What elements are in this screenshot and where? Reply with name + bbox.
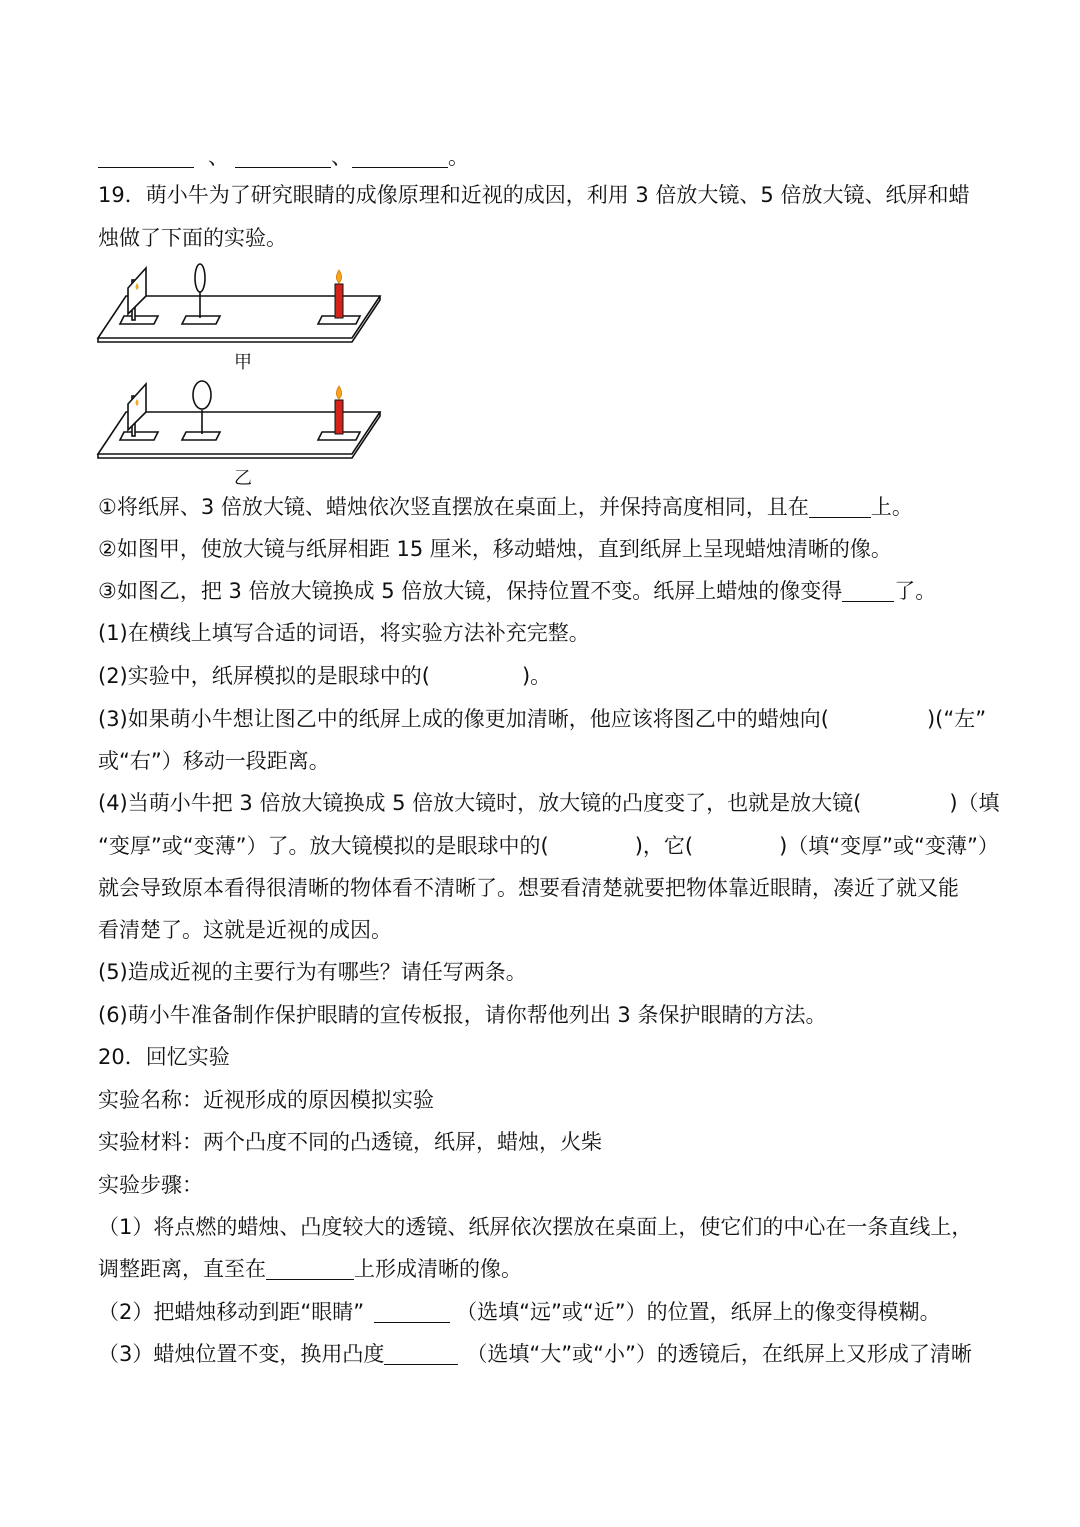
q19-part4-cont3: 看清楚了。这就是近视的成因。 [98,918,392,942]
candle [335,284,343,318]
step2-text: （2）把蜡烛移动到距“眼睛” [98,1300,365,1324]
q19-part4-cont [98,831,999,861]
q19-part3 [98,704,986,734]
step3-text: （3）蜡烛位置不变，换用凸度 [98,1342,385,1366]
part2-text: (2)实验中，纸屏模拟的是眼球中的( [98,664,430,688]
screen-base [120,432,158,440]
magnifier-lens [195,264,205,292]
answer-blank[interactable] [384,1342,458,1365]
part3-end: )(“左” [926,707,987,731]
part4-text-2: “变厚”或“变薄”）了。放大镜模拟的是眼球中的( [98,834,549,858]
step1-end: 上形成清晰的像。 [354,1257,522,1281]
experiment-figure-b [96,378,386,460]
answer-blank[interactable] [235,145,331,168]
step3-end: （选填“大”或“小”）的透镜后，在纸屏上又形成了清晰 [466,1342,972,1366]
q19-step1 [98,492,913,522]
paper-screen [128,384,146,430]
part4-text-4: )（填“变厚”或“变薄”） [779,834,999,858]
answer-blank[interactable] [98,145,194,168]
part4-text: (4)当萌小牛把 3 倍放大镜换成 5 倍放大镜时，放大镜的凸度变了，也就是放大镜( [98,791,862,815]
figure-b-label: 乙 [234,468,252,489]
candle-flame [336,386,341,399]
separator: 、 [331,145,352,169]
experiment-figure-a [96,262,386,344]
q19-part1: (1)在横线上填写合适的词语，将实验方法补充完整。 [98,621,590,645]
lens-base [182,316,220,324]
period: 。 [448,145,469,169]
screen-base [120,316,158,324]
q19-part3-cont: 或“右”）移动一段距离。 [98,749,330,773]
step1-end: 上。 [870,495,913,519]
step2-end: （选填“远”或“近”）的位置，纸屏上的像变得模糊。 [456,1300,941,1324]
q20-materials: 实验材料：两个凸度不同的凸透镜，纸屏，蜡烛，火柴 [98,1130,602,1154]
q19-step3 [98,576,936,606]
q20-name: 实验名称：近视形成的原因模拟实验 [98,1088,434,1112]
q20-step1-cont [98,1254,522,1284]
q19-intro-2: 烛做了下面的实验。 [98,226,287,250]
q20-step1: （1）将点燃的蜡烛、凸度较大的透镜、纸屏依次摆放在桌面上，使它们的中心在一条直线上， [98,1215,973,1239]
lens-base [182,432,220,440]
q20-step3 [98,1339,972,1369]
candle [335,400,343,434]
answer-blank[interactable] [809,495,871,518]
step1-text: 调整距离，直至在 [98,1257,266,1281]
q19-step2: ②如图甲，使放大镜与纸屏相距 15 厘米，移动蜡烛，直到纸屏上呈现蜡烛清晰的像。 [98,537,892,561]
step3-text: ③如图乙，把 3 倍放大镜换成 5 倍放大镜，保持位置不变。纸屏上蜡烛的像变得 [98,579,843,603]
q20-step2 [98,1297,941,1327]
q19-intro-1: 19．萌小牛为了研究眼睛的成像原理和近视的成因，利用 3 倍放大镜、5 倍放大镜、纸屏和蜡 [98,183,970,207]
candle-flame [336,270,341,283]
q19-part6: (6)萌小牛准备制作保护眼睛的宣传板报，请你帮他列出 3 条保护眼睛的方法。 [98,1003,827,1027]
answer-blank[interactable] [352,145,448,168]
answer-blank[interactable] [374,1300,450,1323]
q20-title: 20．回忆实验 [98,1045,230,1069]
part3-text: (3)如果萌小牛想让图乙中的纸屏上成的像更加清晰，他应该将图乙中的蜡烛向( [98,707,829,731]
part4-text-3: )，它( [634,834,694,858]
paper-screen [128,268,146,314]
separator: 、 [208,145,229,169]
answer-line-top [98,142,469,172]
figure-a-label: 甲 [234,352,252,373]
q19-part2 [98,661,551,691]
q20-steps-label: 实验步骤： [98,1173,203,1197]
part4-end: )（填 [949,791,1000,815]
magnifier-lens-thick [193,381,211,409]
part2-end: )。 [521,664,552,688]
step1-text: ①将纸屏、3 倍放大镜、蜡烛依次竖直摆放在桌面上，并保持高度相同，且在 [98,495,809,519]
step3-end: 了。 [894,579,937,603]
q19-part5: (5)造成近视的主要行为有哪些？请任写两条。 [98,960,527,984]
q19-part4 [98,788,1000,818]
answer-blank[interactable] [842,579,894,602]
q19-part4-cont2: 就会导致原本看得很清晰的物体看不清晰了。想要看清楚就要把物体靠近眼睛，凑近了就又能 [98,876,959,900]
answer-blank[interactable] [266,1257,354,1280]
